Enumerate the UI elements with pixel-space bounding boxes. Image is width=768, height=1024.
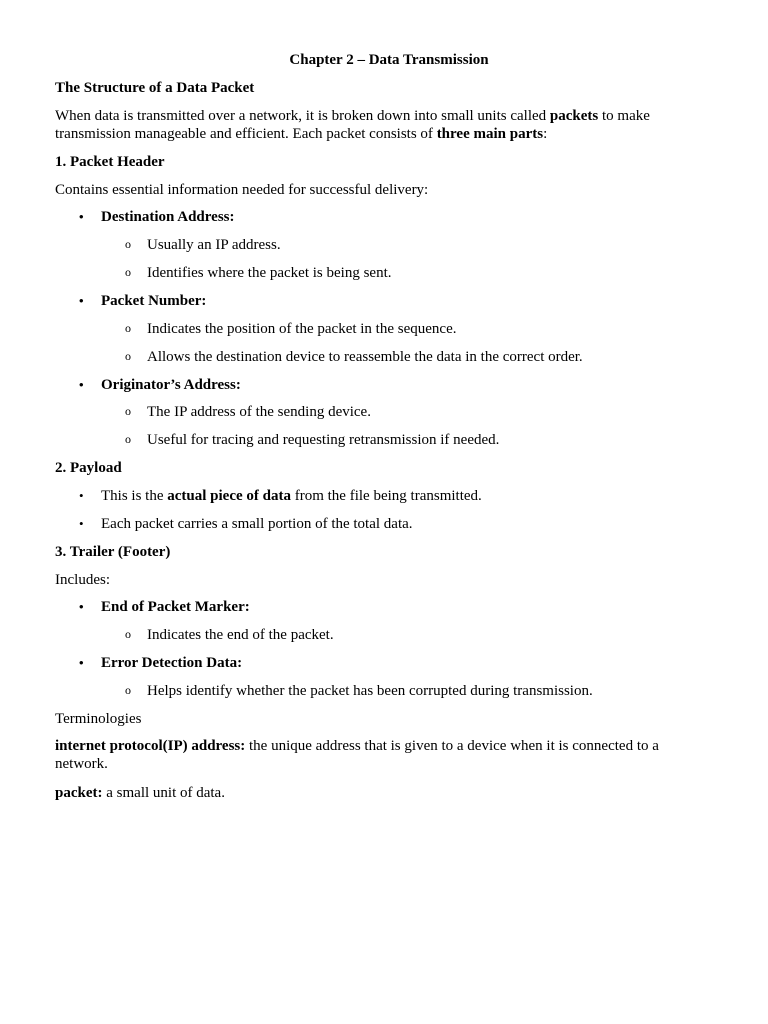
list-item xyxy=(79,376,241,394)
payload-item-text-2: from the file being transmitted. xyxy=(290,488,482,504)
circle-bullet-icon: o xyxy=(125,432,131,446)
sub-list-item xyxy=(125,348,583,366)
list-item-label: Destination Address: xyxy=(101,209,235,225)
term-definition xyxy=(55,784,225,802)
page-title: Chapter 2 – Data Transmission xyxy=(289,52,489,68)
sub-list-item xyxy=(125,403,371,421)
circle-bullet-icon: o xyxy=(125,349,131,363)
packet-header-intro: Contains essential information needed for successful delivery: xyxy=(55,182,429,198)
list-item xyxy=(79,515,413,533)
bullet-icon: • xyxy=(79,516,84,531)
list-item-label: Packet Number: xyxy=(101,293,207,309)
sub-list-item xyxy=(125,682,593,700)
payload-item-bold: actual piece of data xyxy=(167,488,291,504)
list-item xyxy=(79,487,482,505)
sub-list-item xyxy=(125,320,457,338)
payload-heading: 2. Payload xyxy=(55,460,122,476)
intro-text-1: When data is transmitted over a network, it is broken down into small units called xyxy=(55,108,550,124)
intro-text-2: to make transmission manageable and efficient. Each packet consists of xyxy=(55,108,650,142)
term-label: packet: xyxy=(55,785,103,801)
sub-list-item-text: Allows the destination device to reassemble the data in the correct order. xyxy=(147,349,583,365)
sub-list-item-text: Indicates the end of the packet. xyxy=(147,627,334,643)
sub-list-item xyxy=(125,236,281,254)
list-item-label: Error Detection Data: xyxy=(101,655,243,671)
bullet-icon: • xyxy=(79,599,84,614)
circle-bullet-icon: o xyxy=(125,321,131,335)
bullet-icon: • xyxy=(79,377,84,392)
section-heading: The Structure of a Data Packet xyxy=(55,80,255,96)
sub-list-item-text: Identifies where the packet is being sent. xyxy=(147,265,392,281)
bullet-icon: • xyxy=(79,488,84,503)
list-item xyxy=(79,292,207,310)
sub-list-item-text: Usually an IP address. xyxy=(147,237,281,253)
term-definition-text: a small unit of data. xyxy=(102,785,225,801)
list-item xyxy=(79,598,250,616)
bullet-icon: • xyxy=(79,209,84,224)
sub-list-item-text: Indicates the position of the packet in the sequence. xyxy=(147,321,457,337)
list-item-label: End of Packet Marker: xyxy=(101,599,250,615)
sub-list-item xyxy=(125,431,500,449)
intro-bold-three-main-parts: three main parts xyxy=(436,126,544,142)
sub-list-item xyxy=(125,264,392,282)
circle-bullet-icon: o xyxy=(125,265,131,279)
sub-list-item-text: The IP address of the sending device. xyxy=(147,404,371,420)
trailer-heading: 3. Trailer (Footer) xyxy=(55,544,171,560)
payload-item-text: Each packet carries a small portion of the total data. xyxy=(101,516,413,532)
intro-paragraph xyxy=(55,107,685,143)
circle-bullet-icon: o xyxy=(125,683,131,697)
term-label: internet protocol(IP) address: xyxy=(55,738,246,754)
term-definition xyxy=(55,737,685,773)
bullet-icon: • xyxy=(79,293,84,308)
sub-list-item-text: Helps identify whether the packet has been corrupted during transmission. xyxy=(147,683,593,699)
intro-text-3: : xyxy=(543,126,548,142)
term-definition-text: the unique address that is given to a device when it is connected to a network. xyxy=(55,738,659,772)
packet-header-heading: 1. Packet Header xyxy=(55,154,165,170)
list-item xyxy=(79,208,235,226)
trailer-intro: Includes: xyxy=(55,572,110,588)
list-item xyxy=(79,654,243,672)
intro-bold-packets: packets xyxy=(549,108,599,124)
terminologies-heading: Terminologies xyxy=(55,711,142,727)
payload-item-text-1: This is the xyxy=(101,488,168,504)
sub-list-item xyxy=(125,626,334,644)
list-item-label: Originator’s Address: xyxy=(101,377,241,393)
circle-bullet-icon: o xyxy=(125,627,131,641)
bullet-icon: • xyxy=(79,655,84,670)
circle-bullet-icon: o xyxy=(125,237,131,251)
sub-list-item-text: Useful for tracing and requesting retransmission if needed. xyxy=(147,432,500,448)
circle-bullet-icon: o xyxy=(125,404,131,418)
